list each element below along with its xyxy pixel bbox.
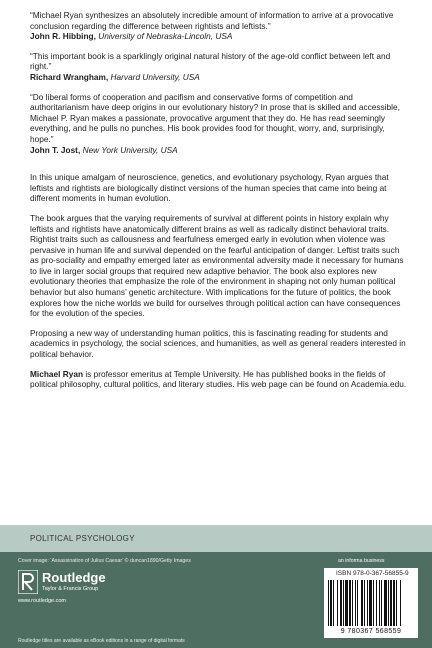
description-paragraph: In this unique amalgam of neuroscience, genetics, and evolutionary psychology, Ryan argues that leftists and rightists are biologically distinct versions of the human species that came into being at different moments in human evolution. <box>30 172 389 204</box>
barcode-image <box>326 580 416 628</box>
informa-tagline: an informa business <box>338 558 385 564</box>
subject-band <box>0 525 432 552</box>
quote-attribution: Richard Wrangham, Harvard University, USA <box>30 71 200 82</box>
bio-text: is professor emeritus at Temple University. He has published books in the fields of political philosophy, cultural politics, and literary studies. His web page can be found on Academia.edu. <box>30 368 407 390</box>
quote-author: Richard Wrangham <box>30 71 106 82</box>
quote-affiliation: Harvard University, USA <box>110 71 200 82</box>
quote-author: John T. Jost <box>30 144 78 155</box>
publisher-website: www.routledge.com <box>18 598 66 604</box>
barcode-number: 9 780367 568559 <box>340 628 402 635</box>
bio-name: Michael Ryan <box>30 368 84 379</box>
publisher-name: Routledge <box>42 570 106 585</box>
ebook-note: Routledge titles are available as eBook editions in a range of digital formats <box>18 638 185 644</box>
publisher-footer <box>0 552 432 648</box>
content-column <box>30 10 408 399</box>
barcode-panel <box>324 568 418 638</box>
quote-text: “Do liberal forms of cooperation and pacifism and conservative forms of competition and authoritarianism have deep origins in our evolutionary history? In prose that is skilled and accessible, Michael P. Ryan makes a passionate, provocative argument that they do. He has read seemingly everything, and he pulls no punches. His book provides food for thought, worry, and, surprisingly, hope.” <box>30 91 400 144</box>
quote-affiliation: New York University, USA <box>82 144 178 155</box>
cover-credit: Cover image: ‘Assassination of Julius Caesar’ © duncan1890/Getty Images <box>18 558 191 564</box>
routledge-r-icon <box>18 570 38 594</box>
description-paragraph: Proposing a new way of understanding human politics, this is fascinating reading for students and academics in psychology, the social sciences, and humanities, as well as general readers interested in political behavior. <box>30 327 406 360</box>
endorsement-quote <box>30 92 408 156</box>
quote-author: John R. Hibbing <box>30 31 94 42</box>
endorsement-quote <box>30 51 408 83</box>
quote-attribution: John R. Hibbing, University of Nebraska-Lincoln, USA <box>30 31 233 42</box>
isbn-text: ISBN 978-0-367-56855-9 <box>336 570 409 577</box>
quote-attribution: John T. Jost, New York University, USA <box>30 144 178 155</box>
quote-text: “Michael Ryan synthesizes an absolutely incredible amount of information to arrive at a provocative conclusion regarding the difference between rightists and leftists.” <box>30 10 394 31</box>
quote-affiliation: University of Nebraska-Lincoln, USA <box>98 31 233 42</box>
subject-label: POLITICAL PSYCHOLOGY <box>30 534 135 543</box>
quote-text: “This important book is a sparklingly original natural history of the age-old conflict between left and right.” <box>30 50 391 72</box>
author-bio <box>30 369 408 390</box>
description-paragraph: The book argues that the varying requirements of survival at different points in history explain why leftists and rightists have anatomically different brains as well as radically distinct behavioral traits. Rightist traits such as callousness and fearfulness emerged early in evolution when violence was pervasive in human life and survival depended on the fearful anticipation of danger. Leftist traits such as pro-sociality and empathy emerged later as environmental adversity made it necessary for humans to live in larger social groups that required new adaptive behavior. The book also explores new evolutionary theories that emphasize the role of the environment in shaping not only human political behavior but also humans’ genetic architecture. With implications for the future of politics, the book explores how the niche worlds we build for ourselves through political action can have consequences for the evolution of the species. <box>30 212 404 319</box>
endorsement-quote <box>30 10 408 42</box>
publisher-subtitle: Taylor & Francis Group <box>42 586 99 592</box>
